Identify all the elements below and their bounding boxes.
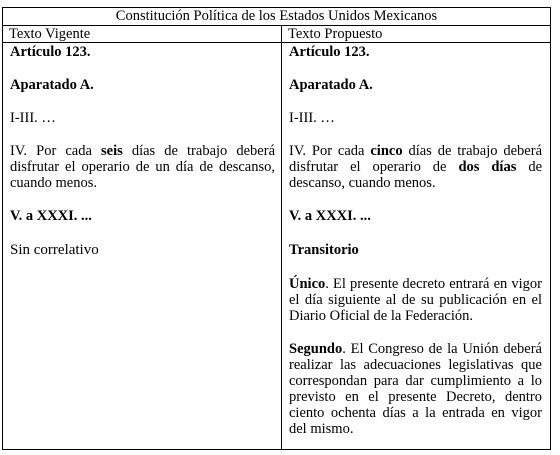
table-body <box>3 43 550 449</box>
fraction-iv: IV. Por cada seis días de trabajo deberá disfrutar el operario de un día de descanso, cuando menos. <box>10 143 275 191</box>
range-v-xxxi: V. a XXXI. ... <box>289 208 371 224</box>
sin-correlativo: Sin correlativo <box>10 242 99 258</box>
fraction-iv: IV. Por cada cinco días de trabajo deberá disfrutar el operario de dos días de descanso, cuando menos. <box>289 143 543 191</box>
unico-paragraph: Único. El presente decreto entrará en vigor el día siguiente al de su publicación en el Diario Oficial de la Federación. <box>289 276 542 324</box>
transitorio-heading: Transitorio <box>289 242 359 258</box>
range-i-iii: I-III. … <box>289 110 335 126</box>
column-texto-vigente <box>3 43 282 449</box>
range-v-xxxi: V. a XXXI. ... <box>10 208 92 224</box>
section-label: Aparatado A. <box>10 77 94 93</box>
section-label: Aparatado A. <box>289 77 373 93</box>
header-texto-vigente: Texto Vigente <box>3 26 282 42</box>
article-label: Artículo 123. <box>10 44 91 60</box>
header-texto-propuesto: Texto Propuesto <box>288 26 383 42</box>
range-i-iii: I-III. … <box>10 110 56 126</box>
comparison-table <box>2 7 551 450</box>
column-texto-propuesto <box>282 43 550 449</box>
article-label: Artículo 123. <box>289 44 370 60</box>
column-headers <box>3 26 550 43</box>
segundo-paragraph: Segundo. El Congreso de la Unión deberá realizar las adecuaciones legislativas que correspondan para dar cumplimiento a lo previsto en el presente Decreto, dentro ciento ochenta días a la entrada en vigor del mismo. <box>289 341 542 437</box>
table-title: Constitución Política de los Estados Unidos Mexicanos <box>3 8 550 26</box>
